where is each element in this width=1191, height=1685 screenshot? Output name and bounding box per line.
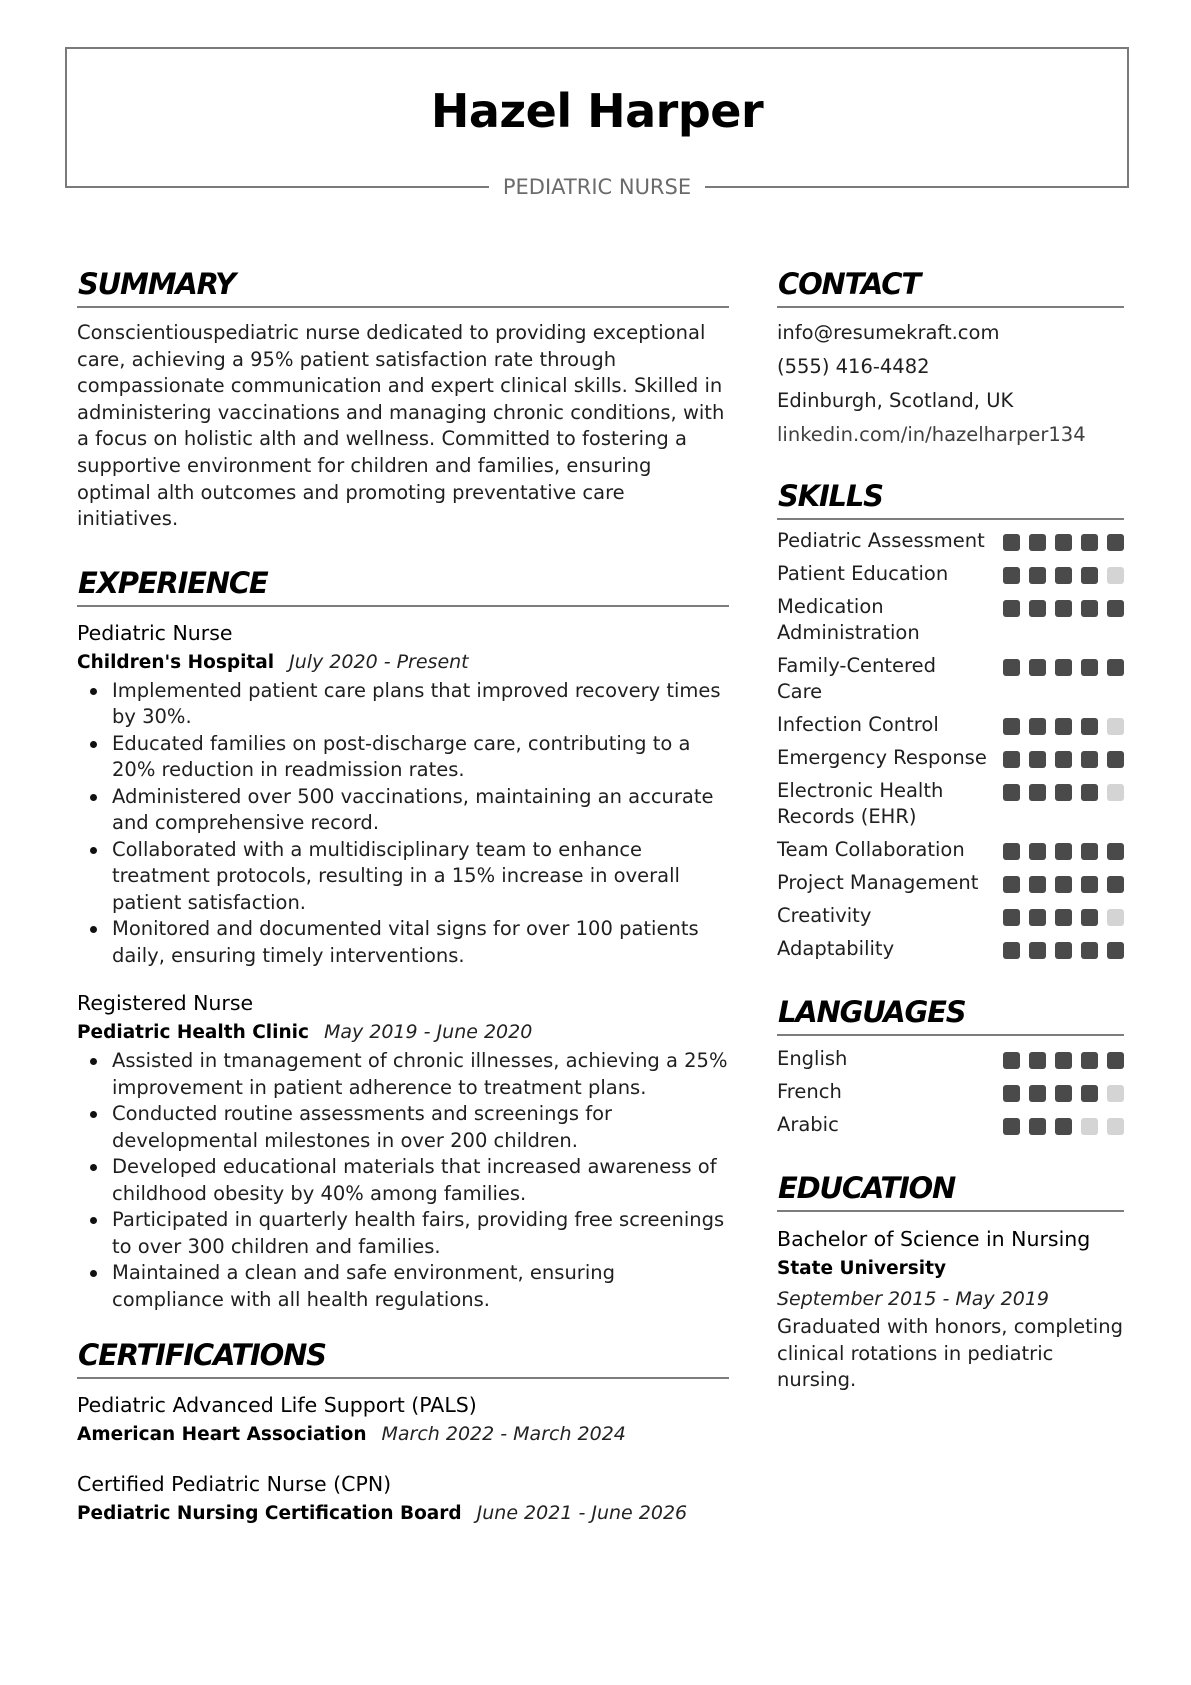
rating-dot-filled: [1029, 909, 1046, 926]
summary-text: Conscientiouspediatric nurse dedicated to providing exceptional care, achieving a 95% patient satisfaction rate through compassionate communication and expert clinical skills. Skilled in administering vaccinations and managing chronic conditions, with a focus on holistic alth and wellness. Committed to fostering a supportive environment for children and families, ensuring optimal alth outcomes and promoting preventative care initiatives.: [77, 321, 725, 531]
rating-dot-filled: [1055, 876, 1072, 893]
skill-rating: [1003, 903, 1124, 926]
rating-dot-filled: [1029, 876, 1046, 893]
rating-dot-filled: [1003, 909, 1020, 926]
language-row: [777, 1079, 1124, 1105]
rating-dot-filled: [1055, 1052, 1072, 1069]
job-company: Children's Hospital: [77, 651, 275, 673]
job-bullets: [77, 1048, 729, 1313]
certification-meta: [77, 1419, 729, 1450]
rating-dot-filled: [1055, 567, 1072, 584]
skill-rating: [1003, 837, 1124, 860]
skill-name: Medication Administration: [777, 595, 920, 644]
experience-heading: EXPERIENCE: [77, 561, 729, 607]
right-column: [777, 262, 1124, 1394]
education-section: [777, 1166, 1124, 1394]
summary-heading: SUMMARY: [77, 262, 729, 308]
skill-row: [777, 561, 1124, 587]
rating-dot-filled: [1055, 718, 1072, 735]
rating-dot-filled: [1081, 1052, 1098, 1069]
contact-linkedin-link[interactable]: linkedin.com/in/hazelharper134: [777, 423, 1086, 446]
rating-dot-filled: [1003, 534, 1020, 551]
job-title-heading: PEDIATRIC NURSE: [502, 175, 692, 199]
rating-dot-empty: [1081, 1118, 1098, 1135]
rating-dot-filled: [1081, 534, 1098, 551]
rating-dot-filled: [1003, 600, 1020, 617]
left-column: [77, 262, 729, 1549]
rating-dot-filled: [1055, 909, 1072, 926]
bullet-item: Implemented patient care plans that improved recovery times by 30%.: [112, 678, 729, 731]
rating-dot-filled: [1081, 909, 1098, 926]
certification-name: Pediatric Advanced Life Support (PALS): [77, 1393, 477, 1418]
rating-dot-filled: [1003, 751, 1020, 768]
education-degree: Bachelor of Science in Nursing: [777, 1227, 1091, 1251]
skill-rating: [1003, 712, 1124, 735]
skill-rating: [1003, 936, 1124, 959]
rating-dot-filled: [1029, 567, 1046, 584]
skill-rating: [1003, 778, 1124, 801]
rating-dot-filled: [1081, 600, 1098, 617]
job-bullets: [77, 678, 729, 970]
rating-dot-empty: [1107, 909, 1124, 926]
rating-dot-filled: [1029, 843, 1046, 860]
job-meta: [77, 647, 729, 678]
language-rating: [1003, 1046, 1124, 1069]
languages-heading: LANGUAGES: [777, 990, 1124, 1036]
certification-issuer: American Heart Association: [77, 1424, 367, 1446]
summary-section: [77, 262, 729, 533]
certification-entry: [77, 1391, 729, 1450]
rating-dot-filled: [1081, 784, 1098, 801]
skill-rating: [1003, 528, 1124, 551]
rating-dot-filled: [1081, 876, 1098, 893]
header-title-bar: [65, 172, 1129, 202]
header-rule-left: [65, 186, 489, 188]
rating-dot-filled: [1003, 1052, 1020, 1069]
certification-entry: [77, 1470, 729, 1529]
rating-dot-filled: [1029, 942, 1046, 959]
rating-dot-empty: [1107, 1085, 1124, 1102]
language-rating: [1003, 1112, 1124, 1135]
certifications-heading: CERTIFICATIONS: [77, 1333, 729, 1379]
rating-dot-filled: [1055, 1085, 1072, 1102]
rating-dot-filled: [1107, 600, 1124, 617]
skill-row: [777, 903, 1124, 929]
rating-dot-filled: [1081, 567, 1098, 584]
certification-dates: March 2022 - March 2024: [381, 1423, 626, 1446]
rating-dot-filled: [1055, 942, 1072, 959]
skill-name: Emergency Response: [777, 746, 987, 769]
rating-dot-filled: [1055, 784, 1072, 801]
rating-dot-filled: [1003, 567, 1020, 584]
skill-name: Electronic Health Records (EHR): [777, 779, 944, 828]
bullet-item: Assisted in tmanagement of chronic illnesses, achieving a 25% improvement in patient adherence to treatment plans.: [112, 1048, 729, 1101]
rating-dot-filled: [1107, 942, 1124, 959]
skill-name: Infection Control: [777, 713, 939, 736]
rating-dot-filled: [1081, 751, 1098, 768]
certification-dates: June 2021 - June 2026: [476, 1502, 688, 1525]
language-name: French: [777, 1080, 842, 1103]
bullet-item: Collaborated with a multidisciplinary team to enhance treatment protocols, resulting in a 15% increase in overall patient satisfaction.: [112, 837, 729, 917]
education-dates: September 2015 - May 2019: [777, 1288, 1050, 1310]
bullet-item: Maintained a clean and safe environment, ensuring compliance with all health regulations.: [112, 1260, 729, 1313]
rating-dot-filled: [1029, 718, 1046, 735]
rating-dot-filled: [1029, 1085, 1046, 1102]
skill-name: Adaptability: [777, 937, 895, 960]
skill-name: Family-Centered Care: [777, 654, 937, 703]
rating-dot-filled: [1029, 784, 1046, 801]
rating-dot-empty: [1107, 718, 1124, 735]
rating-dot-filled: [1107, 1052, 1124, 1069]
bullet-item: Developed educational materials that increased awareness of childhood obesity by 40% among families.: [112, 1154, 729, 1207]
bullet-item: Conducted routine assessments and screenings for developmental milestones in over 200 children.: [112, 1101, 729, 1154]
skill-name: Creativity: [777, 904, 872, 927]
job-company: Pediatric Health Clinic: [77, 1022, 309, 1044]
skill-name: Project Management: [777, 871, 979, 894]
bullet-item: Participated in quarterly health fairs, providing free screenings to over 300 children and families.: [112, 1207, 729, 1260]
rating-dot-filled: [1055, 659, 1072, 676]
bullet-item: Educated families on post-discharge care, contributing to a 20% reduction in readmission rates.: [112, 731, 729, 784]
rating-dot-filled: [1107, 876, 1124, 893]
rating-dot-filled: [1003, 942, 1020, 959]
skill-row: [777, 778, 1124, 830]
rating-dot-filled: [1029, 659, 1046, 676]
experience-section: [77, 561, 729, 1314]
rating-dot-filled: [1107, 659, 1124, 676]
skill-row: [777, 528, 1124, 554]
skill-name: Pediatric Assessment: [777, 529, 985, 552]
skills-list: [777, 528, 1124, 962]
education-description: Graduated with honors, completing clinical rotations in pediatric nursing.: [777, 1315, 1123, 1392]
job-meta: [77, 1017, 729, 1048]
rating-dot-filled: [1107, 534, 1124, 551]
skill-row: [777, 837, 1124, 863]
job-dates: July 2020 - Present: [289, 650, 469, 673]
header-box: [65, 47, 1129, 187]
rating-dot-filled: [1029, 1118, 1046, 1135]
rating-dot-filled: [1081, 843, 1098, 860]
certification-meta: [77, 1498, 729, 1529]
rating-dot-filled: [1003, 1085, 1020, 1102]
rating-dot-filled: [1003, 784, 1020, 801]
job-title: Registered Nurse: [77, 991, 254, 1016]
skill-row: [777, 653, 1124, 705]
skill-row: [777, 745, 1124, 771]
rating-dot-filled: [1107, 843, 1124, 860]
skill-rating: [1003, 561, 1124, 584]
skill-row: [777, 936, 1124, 962]
rating-dot-filled: [1081, 1085, 1098, 1102]
rating-dot-filled: [1081, 659, 1098, 676]
languages-section: [777, 990, 1124, 1138]
contact-location: Edinburgh, Scotland, UK: [777, 389, 1014, 412]
job-entry: [77, 989, 729, 1313]
rating-dot-filled: [1055, 600, 1072, 617]
rating-dot-filled: [1003, 876, 1020, 893]
language-rating: [1003, 1079, 1124, 1102]
rating-dot-filled: [1081, 942, 1098, 959]
job-title: Pediatric Nurse: [77, 620, 233, 645]
rating-dot-filled: [1003, 659, 1020, 676]
rating-dot-filled: [1055, 1118, 1072, 1135]
skill-rating: [1003, 653, 1124, 676]
contact-email[interactable]: info@resumekraft.com: [777, 321, 1000, 344]
contact-heading: CONTACT: [777, 262, 1124, 308]
rating-dot-filled: [1055, 843, 1072, 860]
skill-row: [777, 594, 1124, 646]
rating-dot-filled: [1003, 718, 1020, 735]
rating-dot-filled: [1029, 534, 1046, 551]
contact-phone: (555) 416-4482: [777, 355, 930, 378]
skills-heading: SKILLS: [777, 474, 1124, 520]
language-row: [777, 1112, 1124, 1138]
rating-dot-empty: [1107, 567, 1124, 584]
job-dates: May 2019 - June 2020: [323, 1021, 533, 1044]
language-name: English: [777, 1047, 848, 1070]
skill-row: [777, 712, 1124, 738]
language-name: Arabic: [777, 1113, 839, 1136]
skills-section: [777, 474, 1124, 962]
candidate-name: Hazel Harper: [430, 84, 764, 138]
header-rule-right: [705, 186, 1129, 188]
rating-dot-filled: [1107, 751, 1124, 768]
skill-name: Patient Education: [777, 562, 949, 585]
skill-rating: [1003, 594, 1124, 617]
skill-name: Team Collaboration: [777, 838, 965, 861]
skill-rating: [1003, 870, 1124, 893]
rating-dot-filled: [1055, 534, 1072, 551]
rating-dot-empty: [1107, 784, 1124, 801]
education-school: State University: [777, 1258, 947, 1279]
bullet-item: Monitored and documented vital signs for over 100 patients daily, ensuring timely interventions.: [112, 916, 729, 969]
language-row: [777, 1046, 1124, 1072]
contact-list: [777, 316, 1124, 452]
certification-issuer: Pediatric Nursing Certification Board: [77, 1503, 462, 1525]
rating-dot-filled: [1029, 751, 1046, 768]
certification-name: Certified Pediatric Nurse (CPN): [77, 1472, 392, 1497]
contact-section: [777, 262, 1124, 452]
bullet-item: Administered over 500 vaccinations, maintaining an accurate and comprehensive record.: [112, 784, 729, 837]
rating-dot-filled: [1081, 718, 1098, 735]
rating-dot-filled: [1029, 600, 1046, 617]
job-entry: [77, 619, 729, 970]
education-heading: EDUCATION: [777, 1166, 1124, 1212]
rating-dot-filled: [1055, 751, 1072, 768]
skill-rating: [1003, 745, 1124, 768]
rating-dot-filled: [1003, 843, 1020, 860]
languages-list: [777, 1046, 1124, 1138]
skill-row: [777, 870, 1124, 896]
rating-dot-empty: [1107, 1118, 1124, 1135]
certifications-section: [77, 1333, 729, 1529]
rating-dot-filled: [1003, 1118, 1020, 1135]
rating-dot-filled: [1029, 1052, 1046, 1069]
